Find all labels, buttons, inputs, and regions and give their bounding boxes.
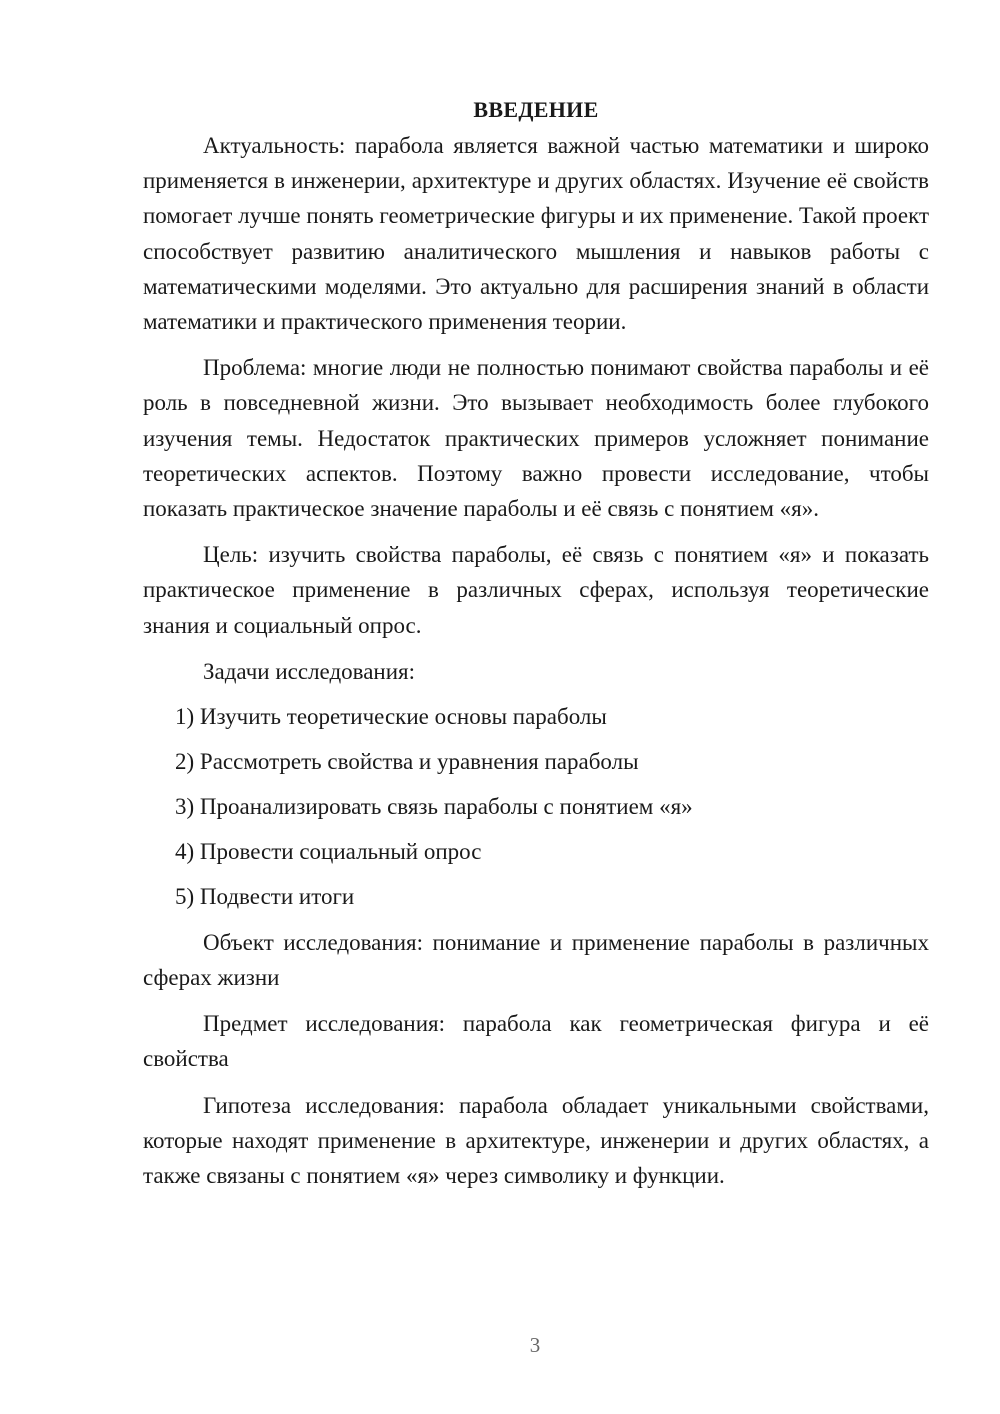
document-page — [143, 92, 929, 1193]
relevance-paragraph: Актуальность: парабола является важной частью математики и широко применяется в инженерии, архитектуре и других областях. Изучение её свойств помогает лучше понять геометрические фигуры и их применение. Такой проект способствует развитию аналитического мышления и навыков работы с математическими моделями. Это актуально для расширения знаний в области математики и практического применения теории. — [143, 133, 929, 335]
list-item: 5) Подвести итоги — [175, 883, 355, 909]
page-title: ВВЕДЕНИЕ — [473, 97, 599, 122]
goal-paragraph: Цель: изучить свойства параболы, её связь с понятием «я» и показать практическое применение в различных сферах, используя теоретические знания и социальный опрос. — [143, 542, 929, 638]
list-item: 4) Провести социальный опрос — [175, 838, 482, 864]
subject-paragraph: Предмет исследования: парабола как геометрическая фигура и её свойства — [143, 1011, 929, 1072]
page-number: 3 — [529, 1333, 541, 1357]
list-item: 3) Проанализировать связь параболы с понятием «я» — [175, 793, 693, 819]
object-paragraph: Объект исследования: понимание и применение параболы в различных сферах жизни — [143, 929, 929, 991]
tasks-heading: Задачи исследования: — [203, 658, 416, 684]
tasks-list — [143, 699, 929, 914]
problem-paragraph: Проблема: многие люди не полностью понимают свойства параболы и её роль в повседневной жизни. Это вызывает необходимость более глубокого изучения темы. Недостаток практических примеров усложняет понимание теоретических аспектов. Поэтому важно провести исследование, чтобы показать практическое значение параболы и её связь с понятием «я». — [143, 355, 929, 522]
list-item: 1) Изучить теоретические основы параболы — [175, 703, 607, 729]
hypothesis-paragraph: Гипотеза исследования: парабола обладает уникальными свойствами, которые находят применение в архитектуре, инженерии и других областях, а также связаны с понятием «я» через символику и функции. — [143, 1092, 929, 1189]
list-item: 2) Рассмотреть свойства и уравнения параболы — [175, 748, 639, 774]
